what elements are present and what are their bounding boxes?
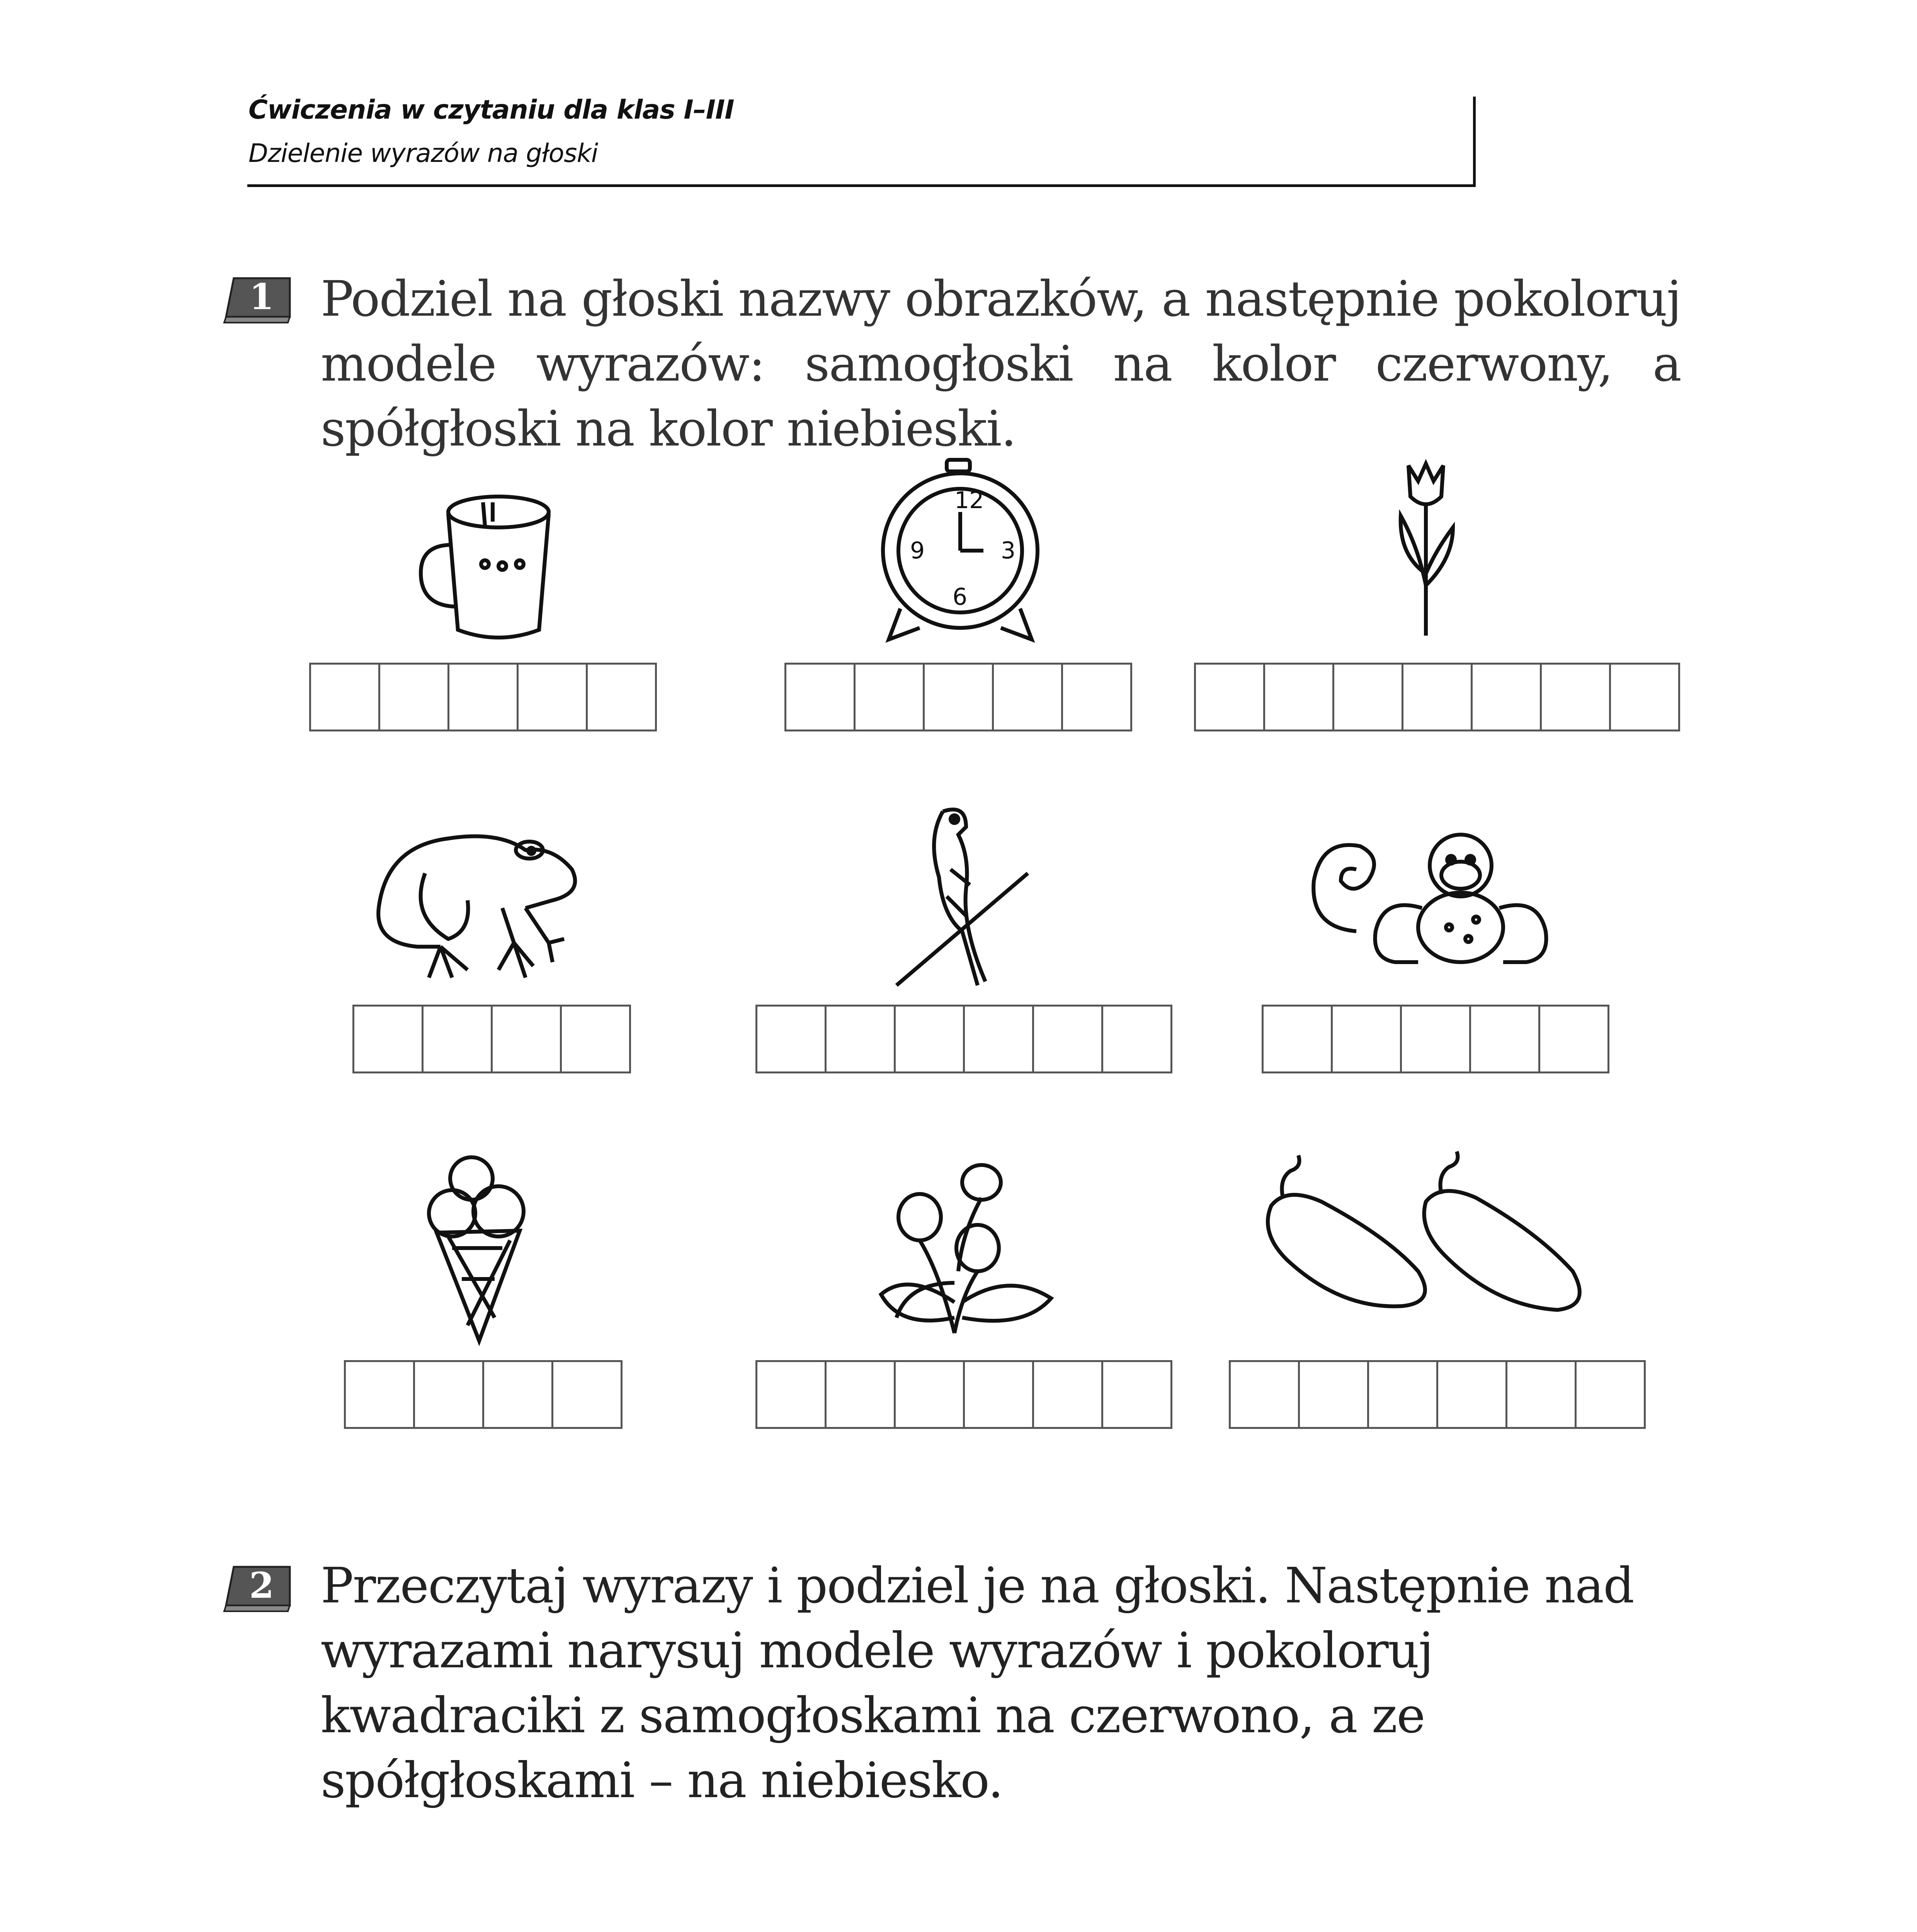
letter-box[interactable] [1507,1362,1577,1427]
cucumbers-icon [1256,1144,1611,1337]
letter-boxes-raspberry[interactable] [755,1360,1172,1429]
letter-boxes-cup[interactable] [309,663,657,731]
letter-box[interactable] [1438,1362,1507,1427]
letter-box[interactable] [896,1362,965,1427]
letter-boxes-monkey[interactable] [1262,1005,1609,1073]
letter-box[interactable] [1300,1362,1369,1427]
letter-box[interactable] [1542,665,1611,730]
frog-icon [371,815,587,985]
letter-box[interactable] [562,1007,629,1071]
letter-box[interactable] [827,1007,896,1071]
letter-boxes-cucumbers[interactable] [1229,1360,1646,1429]
letter-box[interactable] [1196,665,1265,730]
letter-box[interactable] [1402,1007,1471,1071]
letter-box[interactable] [896,1007,965,1071]
letter-box[interactable] [588,665,655,730]
letter-box[interactable] [1333,1007,1402,1071]
letter-box[interactable] [1264,1007,1333,1071]
header-divider [247,184,1476,187]
exercise-2-instruction: Przeczytaj wyrazy i podziel je na głoski. Następnie nad wyrazami narysuj modele wyrazów i pokoloruj kwadraciki z samogłoskami na czerwono, a ze spółgłoskami – na niebiesko. [321,1557,1634,1809]
letter-box[interactable] [757,1362,827,1427]
tulip-icon [1391,458,1461,643]
letter-box[interactable] [354,1007,424,1071]
monkey-icon [1306,831,1577,978]
letter-box[interactable] [311,665,380,730]
section-subtitle: Dzielenie wyrazów na głoski [248,138,598,168]
letter-box[interactable] [493,1007,562,1071]
letter-box[interactable] [1473,665,1542,730]
exercise-number: 2 [249,1565,274,1606]
exercise-1-badge [222,270,299,328]
letter-box[interactable] [1540,1007,1607,1071]
letter-boxes-frog[interactable] [352,1005,631,1073]
alarm-clock-icon [873,458,1047,643]
exercise-number: 1 [249,276,274,318]
cup-icon [410,491,556,641]
letter-box[interactable] [1034,1362,1103,1427]
svg-text:3: 3 [1001,537,1016,564]
letter-box[interactable] [786,665,856,730]
letter-box[interactable] [757,1007,827,1071]
letter-box[interactable] [1034,1007,1103,1071]
letter-box[interactable] [994,665,1063,730]
header-divider-vertical [1473,97,1476,185]
letter-box[interactable] [827,1362,896,1427]
letter-box[interactable] [1063,665,1130,730]
letter-box[interactable] [1334,665,1403,730]
letter-box[interactable] [1265,665,1334,730]
letter-boxes-tulip[interactable] [1194,663,1680,731]
letter-box[interactable] [1103,1362,1170,1427]
workbook-title: Ćwiczenia w czytaniu dla klas I–III [248,95,734,125]
raspberry-icon [862,1155,1063,1341]
clock-picture [873,458,1047,643]
parrot-picture [889,800,1036,993]
cucumbers-picture [1256,1144,1611,1337]
letter-box[interactable] [1403,665,1473,730]
letter-box[interactable] [965,1362,1034,1427]
letter-boxes-clock[interactable] [784,663,1132,731]
letter-box[interactable] [1369,1362,1438,1427]
letter-boxes-parrot[interactable] [755,1005,1172,1073]
ice-cream-picture [425,1155,533,1349]
letter-box[interactable] [1231,1362,1300,1427]
letter-box[interactable] [1577,1362,1644,1427]
svg-text:6: 6 [953,583,968,611]
letter-boxes-ice-cream[interactable] [344,1360,623,1429]
letter-box[interactable] [1471,1007,1540,1071]
parrot-icon [889,800,1036,993]
letter-box[interactable] [346,1362,415,1427]
ice-cream-icon [425,1155,533,1349]
letter-box[interactable] [519,665,588,730]
exercise-1-instruction: Podziel na głoski nazwy obrazków, a następnie pokoloruj modele wyrazów: samogłoski na kolor czerwony, a spółgłoski na kolor niebieski. [321,270,1681,457]
cup-picture [410,491,556,641]
letter-box[interactable] [380,665,449,730]
letter-box[interactable] [925,665,994,730]
letter-box[interactable] [484,1362,553,1427]
tulip-picture [1391,458,1461,643]
letter-box[interactable] [449,665,519,730]
frog-picture [371,815,587,985]
raspberry-picture [862,1155,1063,1341]
letter-box[interactable] [424,1007,493,1071]
letter-box[interactable] [856,665,925,730]
letter-box[interactable] [1103,1007,1170,1071]
letter-box[interactable] [553,1362,621,1427]
letter-box[interactable] [1611,665,1678,730]
svg-text:9: 9 [910,537,925,564]
letter-box[interactable] [965,1007,1034,1071]
letter-box[interactable] [415,1362,484,1427]
svg-text:12: 12 [954,487,984,514]
exercise-2-badge [222,1559,299,1617]
monkey-picture [1306,831,1577,978]
